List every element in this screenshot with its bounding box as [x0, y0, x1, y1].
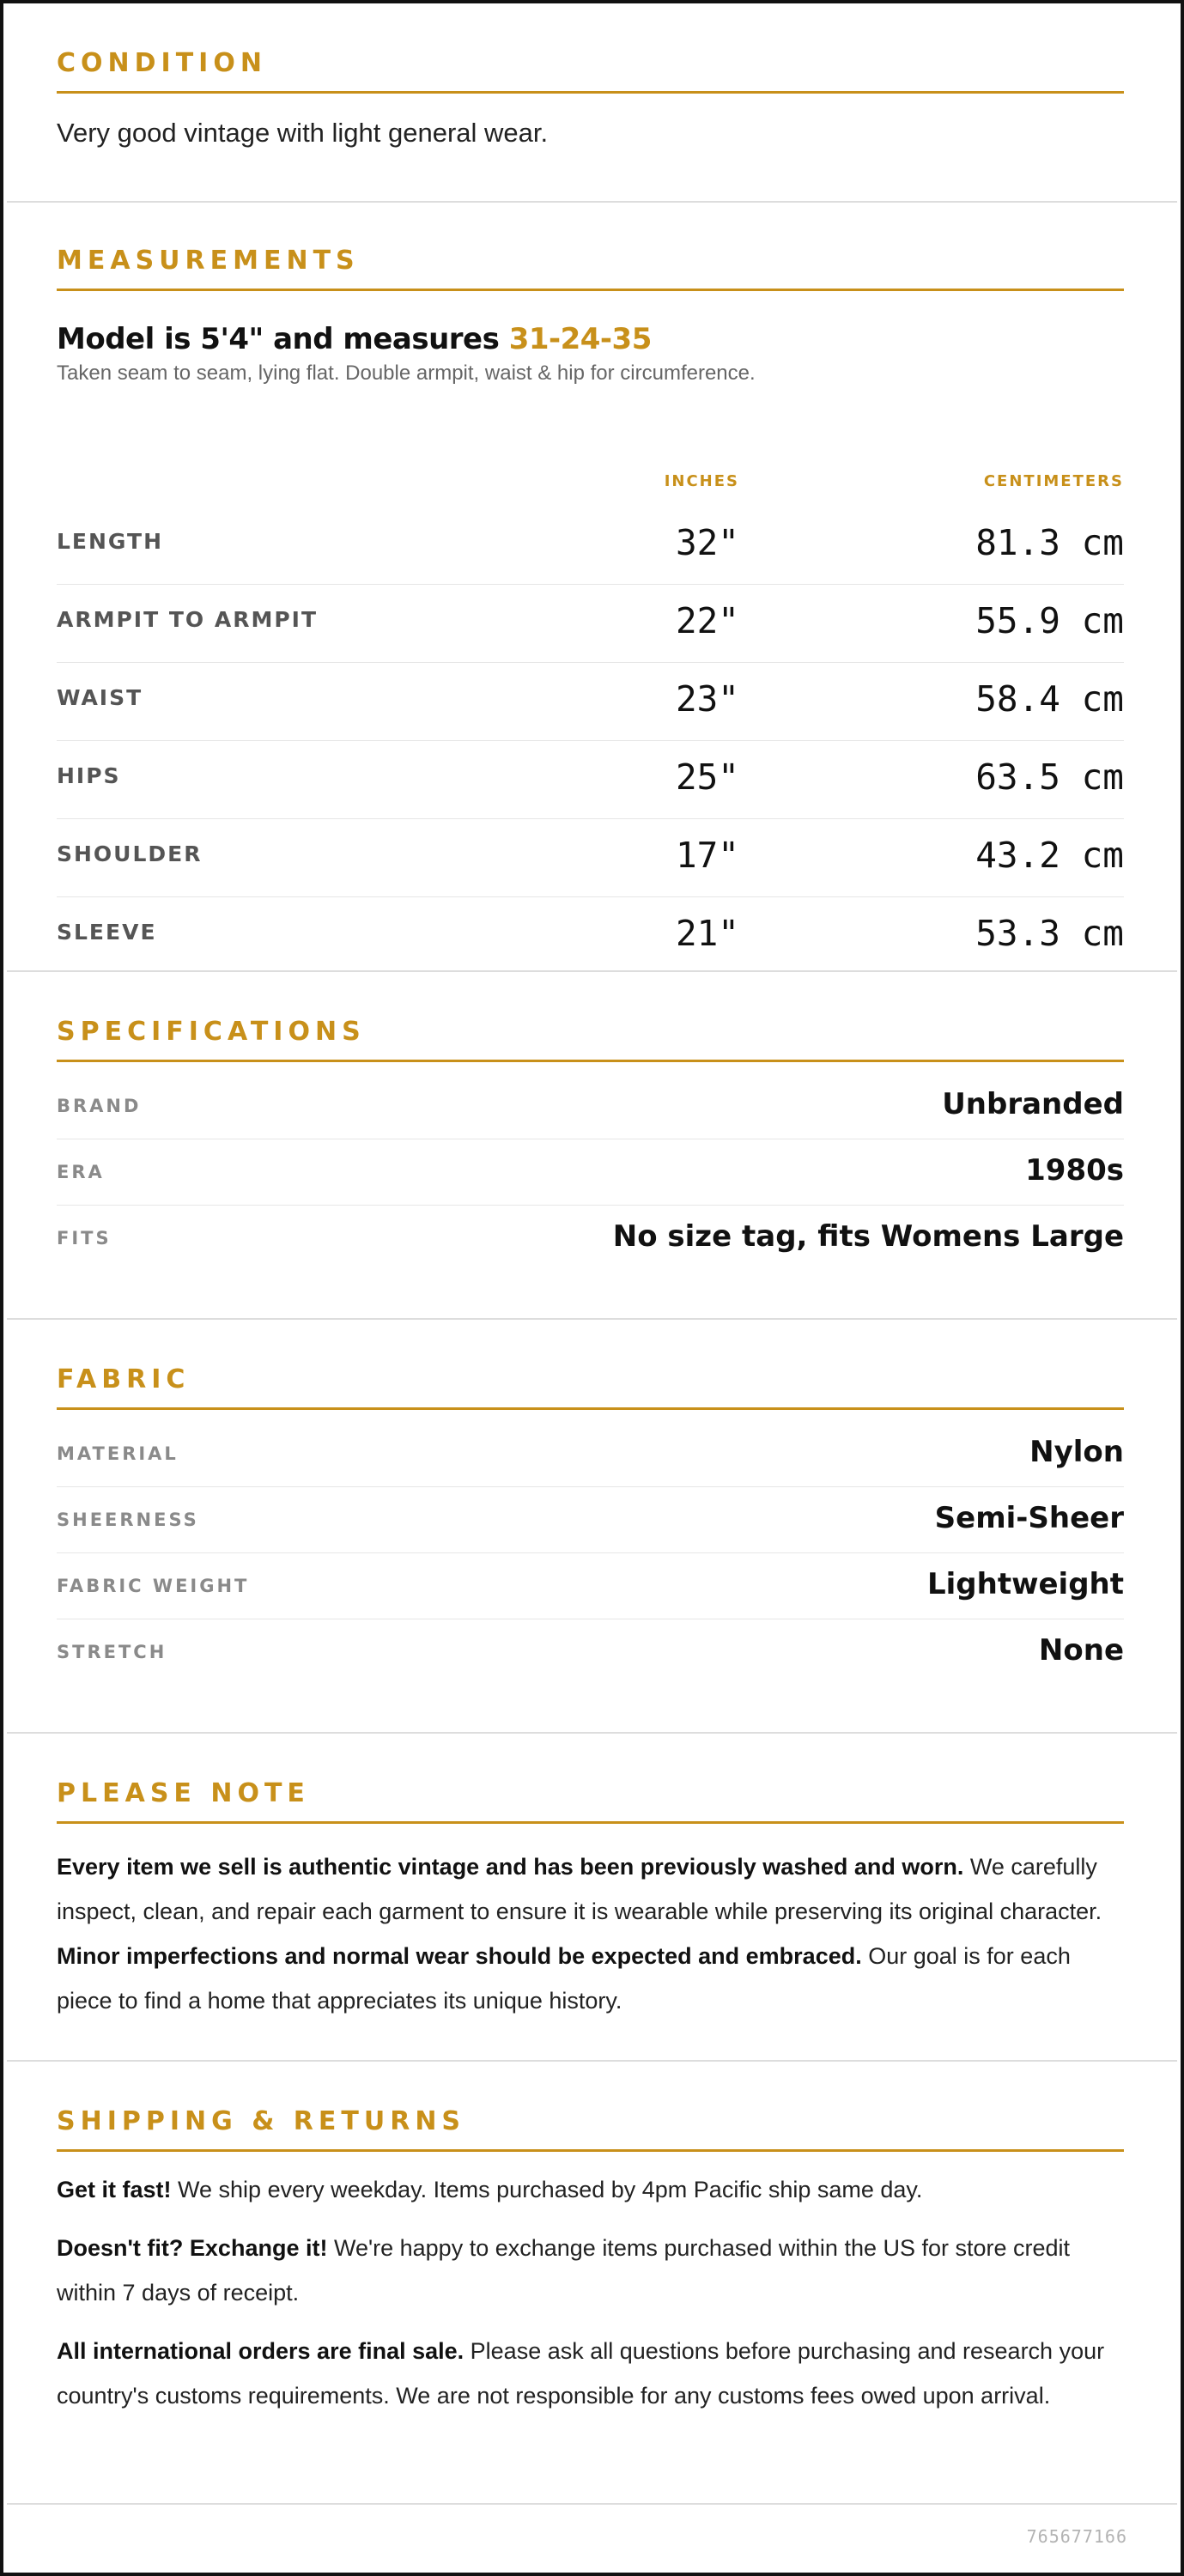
shipping-bold-1: Get it fast! [57, 2177, 172, 2202]
please-note-text [57, 1844, 1124, 2023]
measurement-row-hips [57, 741, 1124, 819]
measurement-label: LENGTH [57, 529, 163, 554]
fabric-row-sheerness [57, 1487, 1124, 1553]
fabric-list [57, 1421, 1124, 1687]
fabric-value: Semi-Sheer [934, 1501, 1124, 1535]
shipping-section [7, 2062, 1177, 2505]
condition-heading: CONDITION [57, 48, 1124, 94]
spec-value: Unbranded [942, 1087, 1124, 1121]
measurements-table [57, 472, 1124, 953]
please-note-section [7, 1734, 1177, 2062]
spec-label: BRAND [57, 1096, 142, 1116]
please-note-heading: PLEASE NOTE [57, 1778, 1124, 1824]
shipping-text-3: Please ask all questions before purchasing and research your country's customs requirements. We are not responsible for any customs fees owed upon arrival. [57, 2338, 1105, 2409]
measurement-cm: 53.3 cm [975, 913, 1124, 954]
measurement-inches: 23" [675, 678, 739, 720]
measurement-inches: 25" [675, 756, 739, 798]
note-text-1: We carefully inspect, clean, and repair each garment to ensure it is wearable while preserving its original character. [57, 1854, 1102, 1924]
measurements-section [7, 203, 1177, 972]
fabric-row-stretch [57, 1619, 1124, 1686]
spec-label: ERA [57, 1162, 105, 1182]
column-inches: INCHES [664, 472, 739, 490]
measurement-inches: 17" [675, 835, 739, 876]
specifications-section [7, 972, 1177, 1320]
condition-text: Very good vintage with light general wear. [57, 118, 549, 148]
fabric-section [7, 1320, 1177, 1734]
item-id: 765677166 [1026, 2526, 1127, 2547]
fabric-label: SHEERNESS [57, 1510, 199, 1530]
condition-section [7, 3, 1177, 203]
shipping-text-1: We ship every weekday. Items purchased by 4pm Pacific ship same day. [171, 2177, 923, 2202]
measurement-label: SHOULDER [57, 841, 203, 866]
fabric-label: MATERIAL [57, 1443, 179, 1464]
spec-row-fits [57, 1206, 1124, 1272]
measurement-cm: 43.2 cm [975, 835, 1124, 876]
measurements-note: Taken seam to seam, lying flat. Double armpit, waist & hip for circumference. [57, 361, 756, 385]
fabric-label: FABRIC WEIGHT [57, 1576, 250, 1596]
measurement-label: HIPS [57, 763, 121, 788]
spec-row-era [57, 1139, 1124, 1206]
shipping-heading: SHIPPING & RETURNS [57, 2106, 1124, 2152]
measurement-inches: 21" [675, 913, 739, 954]
measurement-cm: 58.4 cm [975, 678, 1124, 720]
measurement-row-shoulder [57, 819, 1124, 897]
fabric-label: STRETCH [57, 1642, 167, 1662]
measurements-heading: MEASUREMENTS [57, 246, 1124, 291]
measurement-label: SLEEVE [57, 920, 157, 945]
shipping-bold-3: All international orders are final sale. [57, 2338, 464, 2364]
fabric-row-weight [57, 1553, 1124, 1619]
model-measures [57, 320, 1124, 358]
shipping-para-3 [57, 2329, 1124, 2418]
specifications-heading: SPECIFICATIONS [57, 1017, 1124, 1062]
note-text-2: Our goal is for each piece to find a home that appreciates its unique history. [57, 1943, 1071, 2014]
fabric-heading: FABRIC [57, 1364, 1124, 1410]
spec-row-brand [57, 1073, 1124, 1139]
fabric-value: Lightweight [926, 1567, 1124, 1601]
fabric-row-material [57, 1421, 1124, 1487]
measurement-cm: 81.3 cm [975, 522, 1124, 563]
measurement-row-waist [57, 663, 1124, 741]
measurement-label: ARMPIT TO ARMPIT [57, 607, 319, 632]
spec-label: FITS [57, 1228, 112, 1249]
note-bold-2: Minor imperfections and normal wear should be expected and embraced. [57, 1943, 862, 1969]
specifications-list [57, 1073, 1124, 1279]
model-prefix: Model is 5'4" and measures [57, 322, 509, 356]
spec-value: No size tag, fits Womens Large [612, 1219, 1124, 1254]
measurement-cm: 55.9 cm [975, 600, 1124, 641]
fabric-value: Nylon [1029, 1435, 1124, 1469]
measurement-cm: 63.5 cm [975, 756, 1124, 798]
measurement-row-armpit [57, 585, 1124, 663]
model-stats: 31-24-35 [508, 322, 652, 356]
measurement-inches: 22" [675, 600, 739, 641]
note-bold-1: Every item we sell is authentic vintage and has been previously washed and worn. [57, 1854, 964, 1880]
shipping-text-2: We're happy to exchange items purchased within the US for store credit within 7 days of receipt. [57, 2235, 1071, 2306]
fabric-value: None [1038, 1633, 1124, 1668]
column-centimeters: CENTIMETERS [983, 472, 1124, 490]
measurement-label: WAIST [57, 685, 143, 710]
spec-value: 1980s [1025, 1153, 1124, 1188]
shipping-bold-2: Doesn't fit? Exchange it! [57, 2235, 328, 2261]
measurement-row-sleeve [57, 897, 1124, 975]
shipping-para-1 [57, 2167, 1124, 2212]
measurement-inches: 32" [675, 522, 739, 563]
measurement-row-length [57, 507, 1124, 585]
shipping-para-2 [57, 2226, 1124, 2315]
